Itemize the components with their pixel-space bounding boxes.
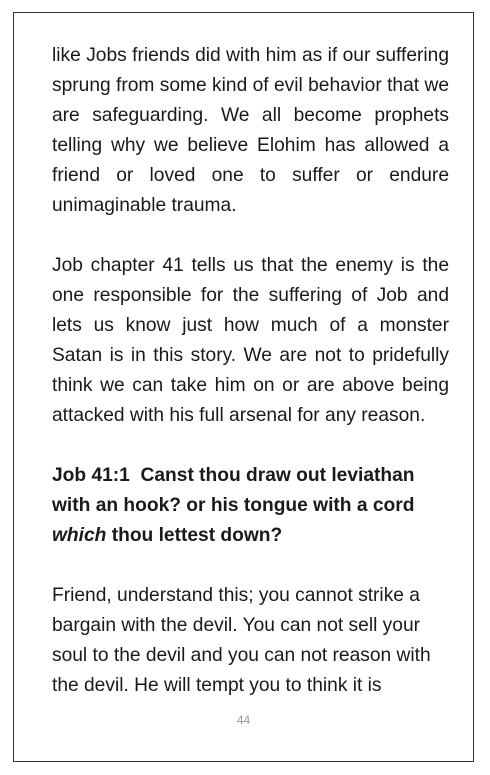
page-content xyxy=(52,41,449,701)
scripture-line-3 xyxy=(52,521,449,551)
scripture-line-1 xyxy=(52,461,449,491)
scripture-line-2: with an hook? or his tongue with a cord xyxy=(52,495,415,516)
scripture-reference: Job 41:1 xyxy=(52,465,130,486)
paragraph-spacer xyxy=(52,551,449,581)
body-paragraph-2: Job chapter 41 tells us that the enemy is the one responsible for the suffering of Job and lets us know just how much of a monster Satan is in this story. We are not to pridefully think we can take him on or are above being attacked with his full arsenal for any reason. xyxy=(52,255,449,426)
scripture-quote xyxy=(52,461,449,551)
page-frame xyxy=(13,12,474,762)
paragraph-spacer xyxy=(52,221,449,251)
scripture-text-3: thou lettest down? xyxy=(106,525,283,546)
scripture-italic-word: which xyxy=(52,525,107,546)
body-paragraph-3: Friend, understand this; you cannot strike a bargain with the devil. You can not sell your soul to the devil and you can not reason with the devil. He will tempt you to think it is xyxy=(52,585,431,696)
body-paragraph-1: like Jobs friends did with him as if our suffering sprung from some kind of evil behavior that we are safeguarding. We all become prophets telling why we believe Elohim has allowed a friend or loved one to suffer or endure unimaginable trauma. xyxy=(52,45,449,216)
page-number: 44 xyxy=(236,713,251,727)
scripture-text-1: Canst thou draw out leviathan xyxy=(140,465,415,486)
paragraph-spacer xyxy=(52,431,449,461)
